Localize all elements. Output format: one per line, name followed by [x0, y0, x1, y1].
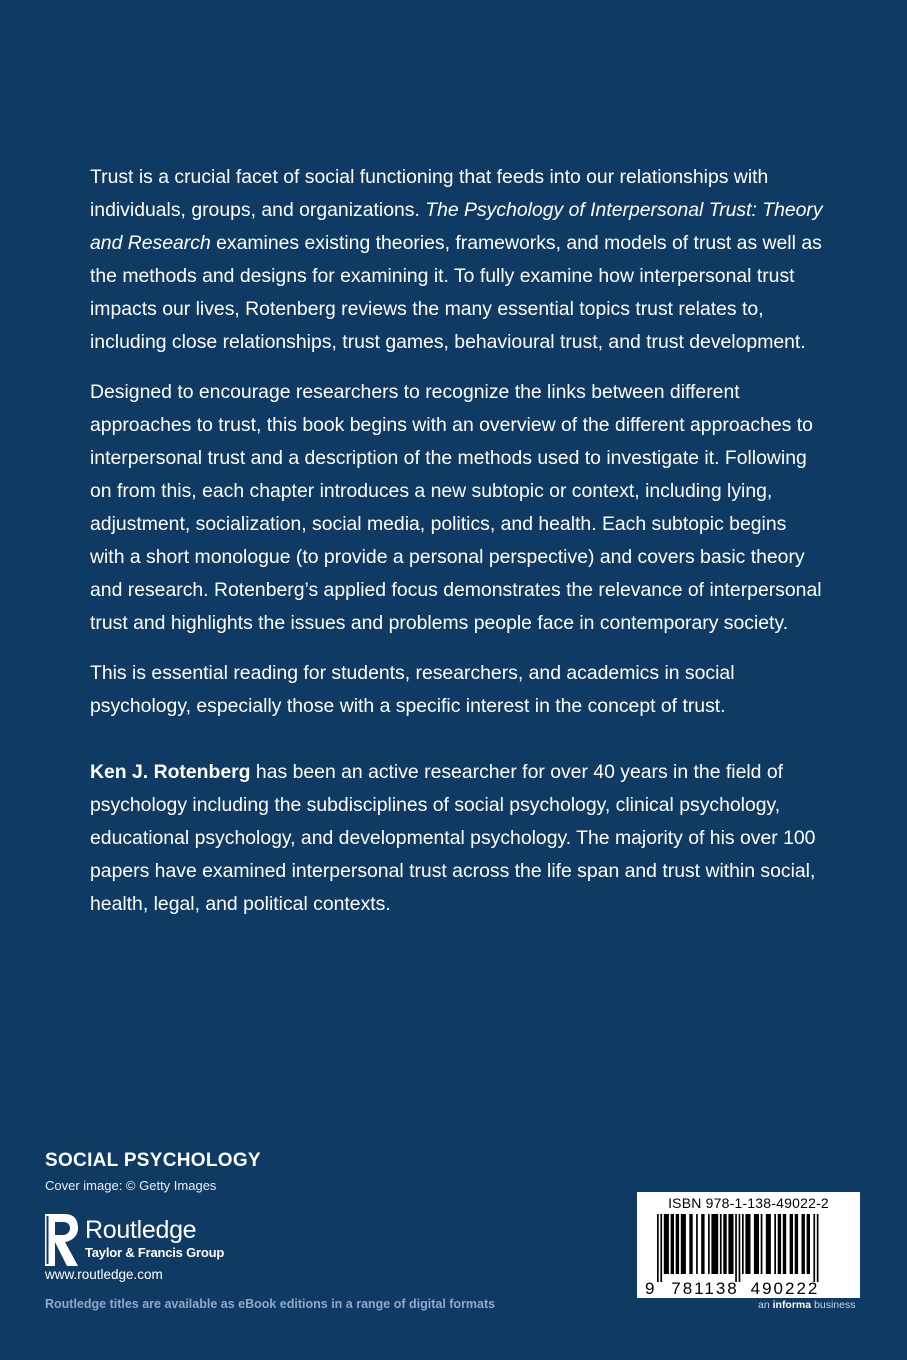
- barcode-bar: [754, 1214, 759, 1274]
- barcode-bar: [681, 1214, 686, 1274]
- blurb-paragraph-2: Designed to encourage researchers to recognize the links between different approaches to trust, this book begins with an overview of the different approaches to interpersonal trust and a description of the methods used to investigate it. Following on from this, each chapter introduces a new subtopic or context, including lying, adjustment, socialization, social media, politics, and health. Each subtopic begins with a short monologue (to provide a personal perspective) and covers basic theory and research. Rotenberg’s applied focus demonstrates the relevance of interpersonal trust and highlights the issues and problems people face in contemporary society.: [90, 381, 822, 634]
- barcode-digits: 9: [645, 1279, 657, 1296]
- barcode-bar: [813, 1214, 815, 1282]
- blurb-paragraph-3: This is essential reading for students, researchers, and academics in social psychology, especially those with a specific interest in the concept of trust.: [90, 662, 735, 717]
- barcode-bar: [701, 1214, 704, 1274]
- barcode-bar: [728, 1214, 733, 1274]
- barcode-bar: [774, 1214, 776, 1274]
- informa-prefix: an: [758, 1299, 773, 1311]
- barcode-bar: [696, 1214, 698, 1274]
- barcode-bar: [778, 1214, 781, 1274]
- publisher-block: [45, 1214, 285, 1264]
- barcode-bar: [817, 1214, 819, 1282]
- informa-suffix: business: [811, 1299, 856, 1311]
- isbn-barcode-icon: [643, 1214, 854, 1296]
- blurb-p1-lead: Trust is a crucial facet of social functioning that feeds into our relationships with individuals, groups, and organizations.: [90, 166, 769, 221]
- barcode-bar: [711, 1214, 718, 1274]
- barcode-bar: [723, 1214, 726, 1274]
- barcode-bar: [807, 1214, 810, 1274]
- barcode-bar: [689, 1214, 692, 1274]
- informa-brand: informa: [772, 1299, 812, 1311]
- blurb: [90, 161, 825, 938]
- barcode-bar: [739, 1214, 741, 1282]
- publisher-url[interactable]: www.routledge.com: [45, 1267, 163, 1282]
- publisher-group: Taylor & Francis Group: [85, 1245, 225, 1260]
- barcode-bar: [761, 1214, 763, 1274]
- barcode-bar: [671, 1214, 674, 1274]
- barcode-bar: [742, 1214, 744, 1274]
- author-bio: has been an active researcher for over 40 years in the field of psychology including the subdisciplines of social psychology, clinical psychology, educational psychology, and developmental psychology. The majority of his over 100 papers have examined interpersonal trust across the life span and trust within social, health, legal, and political contexts.: [90, 761, 816, 915]
- author-name: Ken J. Rotenberg: [90, 761, 251, 783]
- barcode-bar: [676, 1214, 679, 1274]
- barcode-bar: [790, 1214, 793, 1274]
- informa-note: [758, 1299, 855, 1311]
- cover-credit: Cover image: © Getty Images: [45, 1178, 217, 1193]
- barcode-bar: [795, 1214, 798, 1274]
- author-paragraph: [90, 756, 825, 921]
- barcode-bar: [802, 1214, 805, 1274]
- barcode-digits: 781138: [671, 1279, 739, 1296]
- book-title-italic: The Psychology of Interpersonal Trust: Theory and Research: [90, 199, 823, 254]
- barcode-bar: [720, 1214, 722, 1274]
- ebook-note: Routledge titles are available as eBook editions in a range of digital formats: [45, 1297, 496, 1311]
- blurb-paragraph-1: [90, 161, 825, 359]
- routledge-r-logo-icon: [45, 1214, 79, 1266]
- barcode-bar: [660, 1214, 662, 1282]
- barcode-bar: [735, 1214, 737, 1282]
- series-name: SOCIAL PSYCHOLOGY: [45, 1150, 261, 1171]
- barcode-bar: [766, 1214, 771, 1274]
- barcode-bar: [708, 1214, 710, 1274]
- isbn-label: ISBN 978-1-138-49022-2: [668, 1195, 829, 1211]
- barcode-bar: [664, 1214, 669, 1274]
- blurb-p1-rest: examines existing theories, frameworks, and models of trust as well as the methods and designs for examining it. To fully examine how interpersonal trust impacts our lives, Rotenberg reviews the many essential topics trust relates to, including close relationships, trust games, behavioural trust, and trust development.: [90, 232, 822, 353]
- barcode-box: [637, 1192, 860, 1298]
- barcode-bar: [657, 1214, 659, 1282]
- barcode-bar: [783, 1214, 786, 1274]
- barcode-bar: [745, 1214, 750, 1274]
- barcode-digits: 490222: [750, 1279, 820, 1296]
- publisher-name: Routledge: [85, 1216, 197, 1244]
